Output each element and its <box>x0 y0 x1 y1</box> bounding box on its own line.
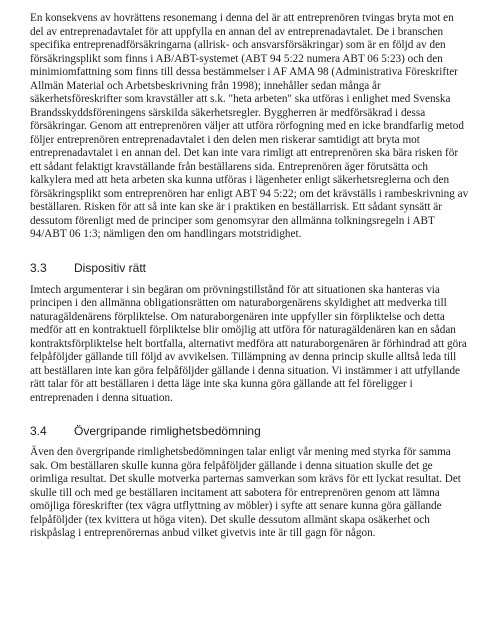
section-heading-3-4 <box>30 424 470 438</box>
paragraph-reasonableness: Även den övergripande rimlighetsbedömningen talar enligt vår mening med styrka för samma sak. Om beställaren skulle kunna göra felpåföljder gällande i denna situation skulle det ge orimliga resultat. Det skulle motverka parternas samverkan som krävs för ett lyckat resultat. Det skulle till och med ge beställaren incitament att sabotera för entreprenören genom att lämna omöjliga föreskrifter (tex vägra utflyttning av möbler) i syfte att senare kunna göra gällande felpåföljder (tex kvittera ut höga viten). Det skulle dessutom allmänt skapa osäkerhet och riskpåslag i entreprenörernas anbud vilket givetvis inte är till gagn för någon. <box>30 446 461 539</box>
section-title: Dispositiv rätt <box>74 260 147 275</box>
section-number: 3.4 <box>30 424 47 438</box>
paragraph-dispositive-law: Imtech argumenterar i sin begäran om prövningstillstånd för att situationen ska hanteras via principen i den allmänna obligationsrätten om naturaborgenärens skyldighet att medverka till naturagäldenärens förpliktelse. Om naturaborgenären inte uppfyller sin förpliktelse och detta medför att en kontraktuell förpliktelse blir omöjlig att utföra för naturagäldenären kan en sådan kontraktsförpliktelse helt bortfalla, alternativt medföra att naturaborgenären är förhindrad att göra felpåföljder gällande till följd av avvikelsen. Tillämpning av denna princip skulle alltså leda till att beställaren inte kan göra felpåföljder gällande i denna situation. Vi instämmer i att utfyllande rätt talar för att beställaren i detta läge inte ska kunna göra gällande att fel föreligger i entreprenaden i denna situation. <box>30 283 467 404</box>
document-page <box>30 12 470 541</box>
paragraph-consequence: En konsekvens av hovrättens resonemang i denna del är att entreprenören tvingas bryta mot en del av entreprenadavtalet för att uppfylla en annan del av entreprenadavtalet. De i branschen specifika entreprenadförsäkringarna (allrisk- och ansvarsförsäkringar) som är en följd av den försäkringsplikt som finns i AB/ABT-systemet (ABT 94 5:22 numera ABT 06 5:23) och den minimiomfattning som finns till dessa bestämmelser i AF AMA 98 (Administrativa Föreskrifter Allmän Material och Arbetsbeskrivning från 1998); innehåller sedan många år säkerhetsföreskrifter som kravställer att s.k. "heta arbeten" ska utföras i enlighet med Svenska Brandsskyddsföreningens särskilda säkerhetsregler. Byggherren är medförsäkrad i dessa försäkringar. Genom att entreprenören väljer att utföra rörfogning med en icke brandfarlig metod följer entreprenören entreprenadavtalet i den delen men riskerar samtidigt att bryta mot entreprenadavtalet i en annan del. Det kan inte vara rimligt att entreprenören ska bära risken för ett sådant felaktigt kravställande från beställarens sida. Entreprenören äger förutsätta och kalkylera med att heta arbeten ska kunna utföras i lägenheter enligt säkerhetsreglerna och den försäkringsplikt som entreprenören har enligt ABT 94 5:22; om det krävställs i rambeskrivning av beställaren. Risken för att så inte kan ske är i praktiken en beställarrisk. Ett sådant synsätt är dessutom förenligt med de principer som genomsyrar den allmänna tolkningsregeln i ABT 94/ABT 06 1:3; nämligen den om handlingars motstridighet. <box>30 12 469 240</box>
section-title: Övergripande rimlighetsbedömning <box>74 424 261 438</box>
section-heading-3-3 <box>30 261 470 275</box>
section-number: 3.3 <box>30 260 47 275</box>
